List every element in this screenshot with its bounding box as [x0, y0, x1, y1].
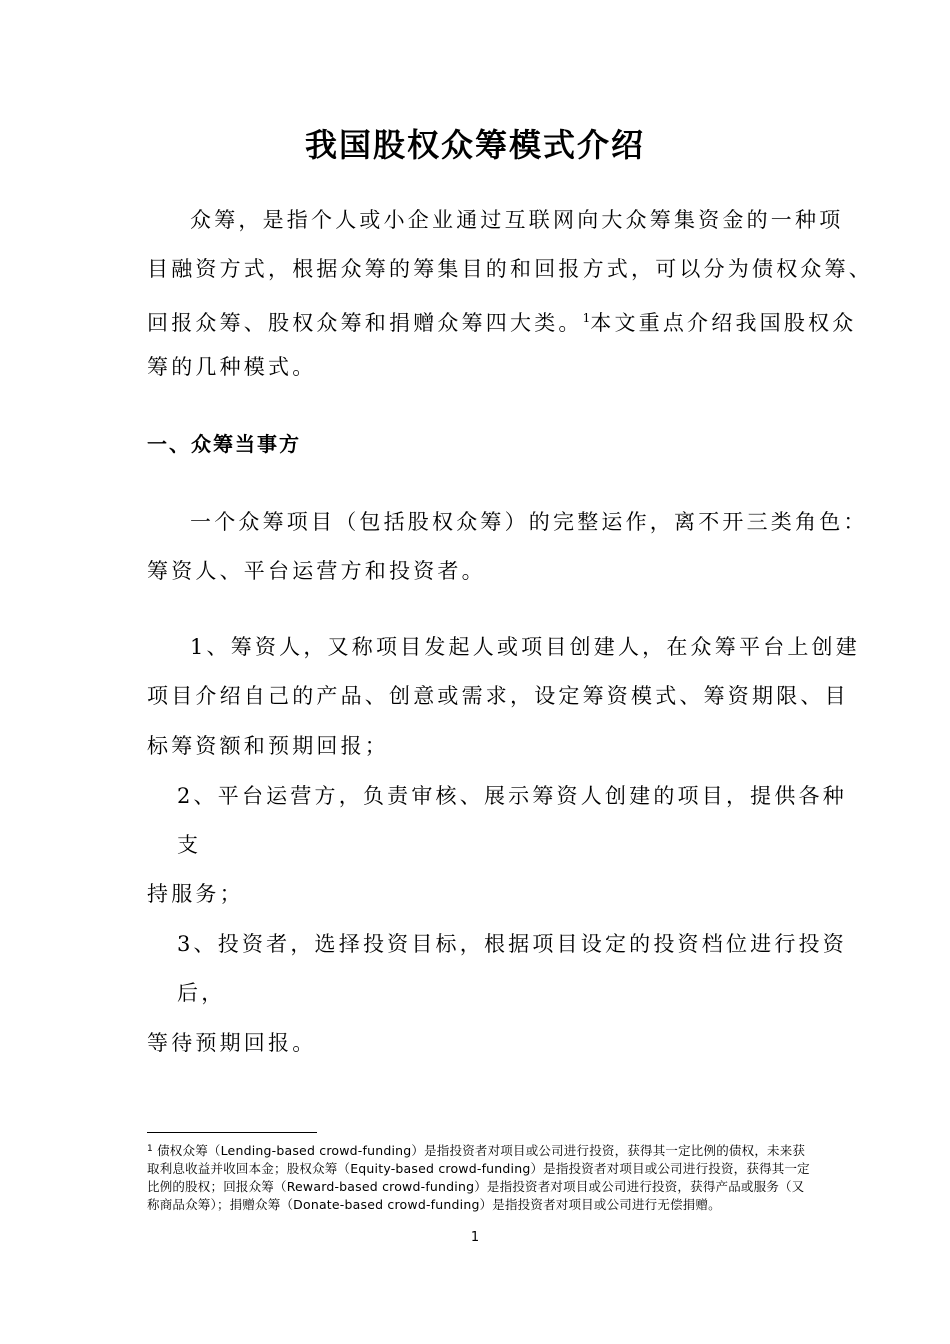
intro-line-1: 众筹，是指个人或小企业通过互联网向大众筹集资金的一种项 — [190, 208, 844, 232]
section-heading: 一、众筹当事方 — [147, 432, 301, 456]
intro-line-3a: 回报众筹、股权众筹和捐赠众筹四大类。 — [147, 311, 583, 335]
intro-line-3b: 本文重点介绍我国股权众 — [590, 311, 857, 335]
footnote-separator — [147, 1132, 317, 1133]
list-item-2-line: 持服务； — [147, 882, 244, 906]
list-item-1-line: 1、筹资人，又称项目发起人或项目创建人，在众筹平台上创建 — [190, 635, 860, 659]
list-item-3-line: 后， — [177, 981, 226, 1005]
intro-line-3 — [147, 303, 856, 338]
list-item-2-line: 2、平台运营方，负责审核、展示筹资人创建的项目，提供各种 — [177, 784, 847, 808]
footnote — [147, 1140, 817, 1214]
list-item-1-line: 标筹资额和预期回报； — [147, 734, 389, 758]
footnote-text: 债权众筹（Lending-based crowd-funding）是指投资者对项目或公司进行投资，获得其一定比例的债权，未来获取利息收益并收回本金；股权众筹（Equity-based crowd-funding）是指投资者对项目或公司进行投资，获得其一定比例的股权；回报众筹（Reward-based crowd-funding）是指投资者对项目或公司进行投资，获得产品或服务（又称商品众筹）；捐赠众筹（Donate-based crowd-funding）是指投资者对项目或公司进行无偿捐赠。 — [147, 1143, 810, 1212]
document-title: 我国股权众筹模式介绍 — [304, 126, 645, 164]
intro-line-2: 目融资方式，根据众筹的筹集目的和回报方式，可以分为债权众筹、 — [147, 257, 873, 281]
list-item-1-line: 项目介绍自己的产品、创意或需求，设定筹资模式、筹资期限、目 — [147, 684, 849, 708]
list-item-3-line: 等待预期回报。 — [147, 1031, 317, 1055]
list-item-3-line: 3、投资者，选择投资目标，根据项目设定的投资档位进行投资 — [177, 932, 847, 956]
footnote-reference[interactable]: 1 — [582, 311, 591, 325]
footnote-mark: 1 — [147, 1144, 153, 1154]
intro-line-4: 筹的几种模式。 — [147, 355, 317, 379]
list-item-2-line: 支 — [177, 833, 202, 857]
paragraph-line: 一个众筹项目（包括股权众筹）的完整运作，离不开三类角色： — [190, 510, 868, 534]
paragraph-line: 筹资人、平台运营方和投资者。 — [147, 559, 486, 583]
page-number: 1 — [470, 1230, 480, 1245]
